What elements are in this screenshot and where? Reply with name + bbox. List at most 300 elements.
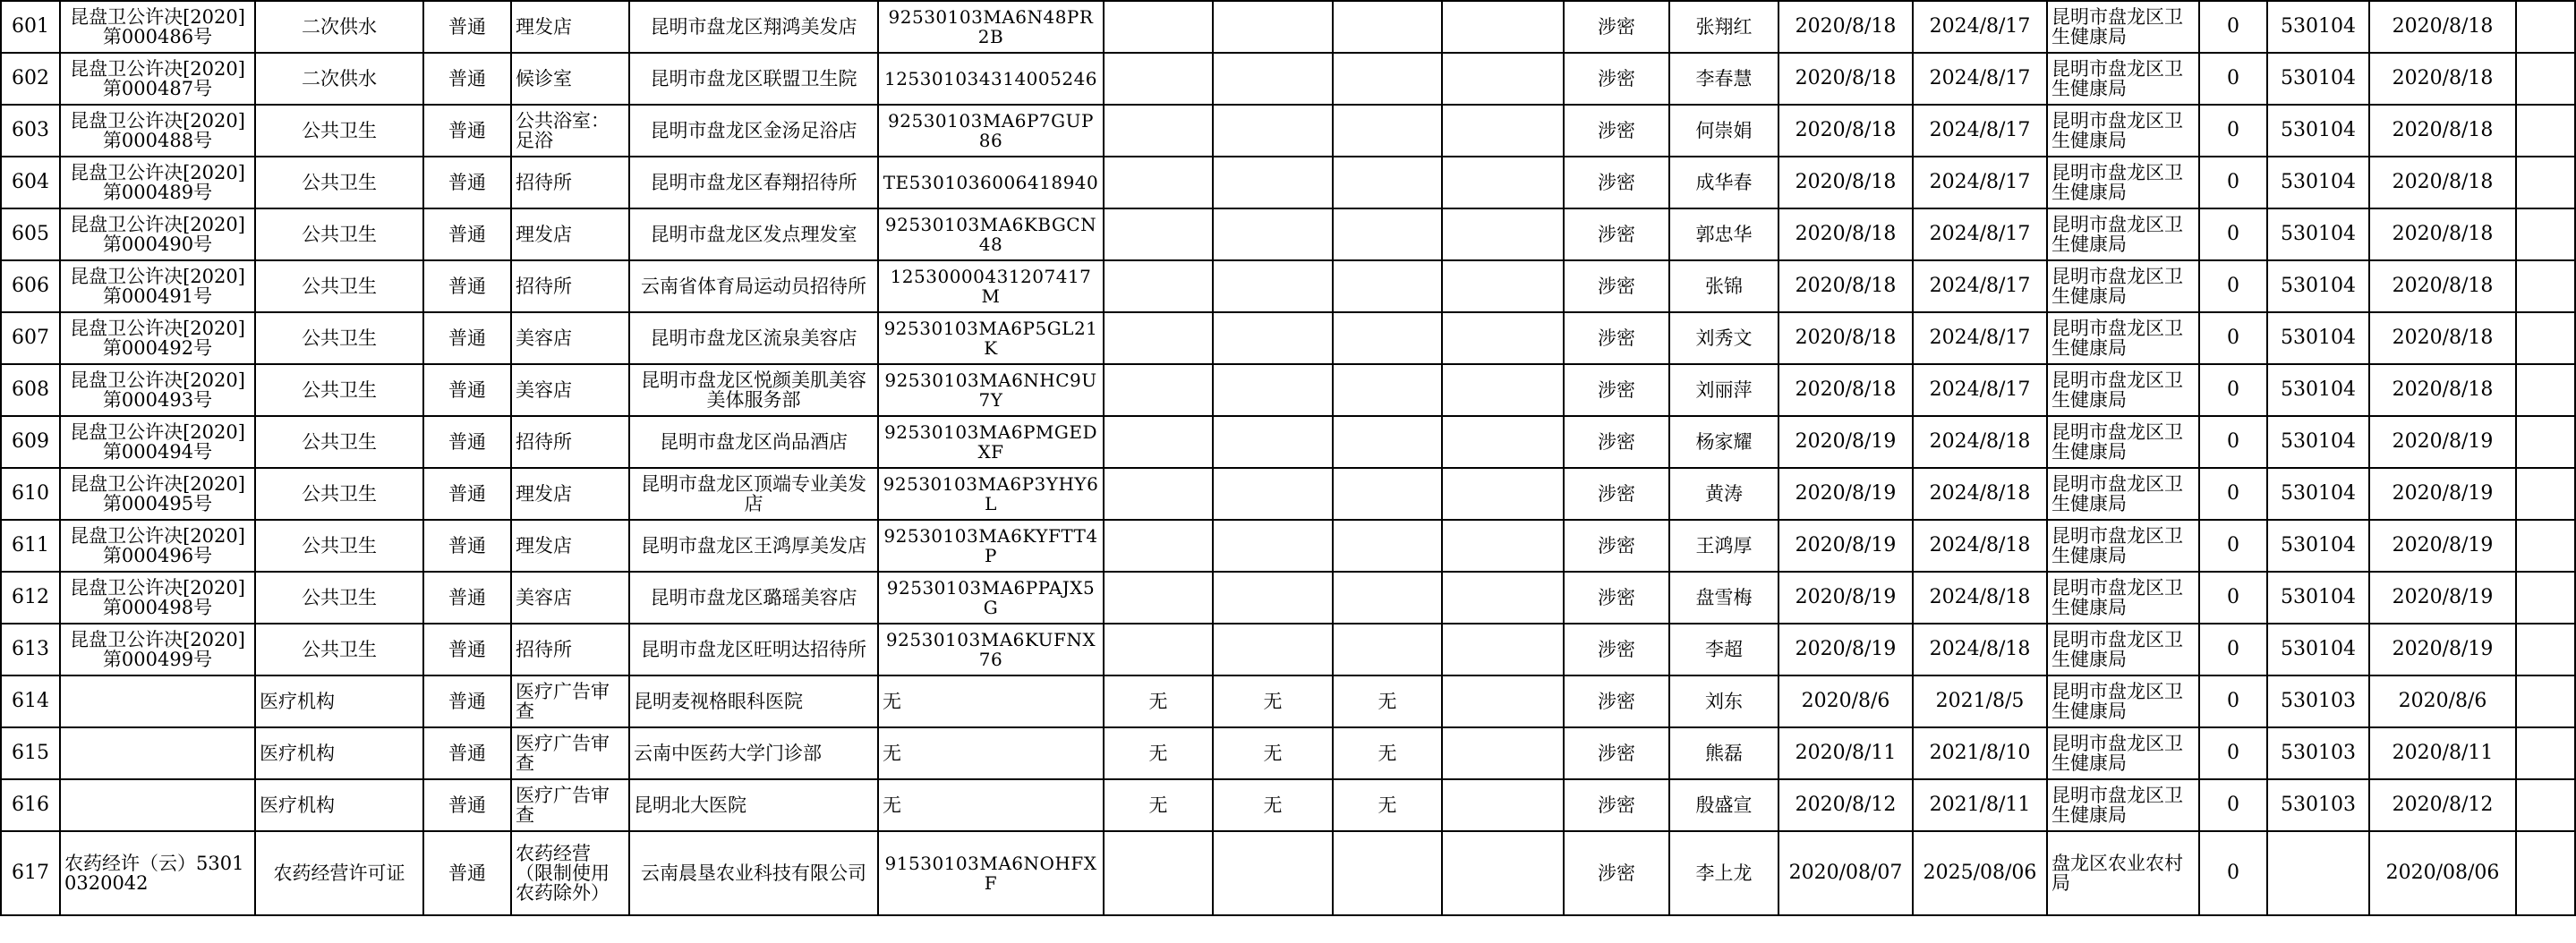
permit-number-cell xyxy=(60,779,255,831)
blank-cell-1 xyxy=(1104,416,1213,468)
area-code-cell: 530103 xyxy=(2267,675,2369,727)
area-code-cell: 530104 xyxy=(2267,1,2369,53)
area-code-cell: 530104 xyxy=(2267,364,2369,416)
credit-code-cell: 125301034314005246 xyxy=(878,53,1104,105)
decision-date-cell: 2020/8/19 xyxy=(2369,468,2516,520)
blank-cell-2 xyxy=(1213,312,1333,364)
legal-person-cell: 王鸿厚 xyxy=(1669,520,1778,572)
level-cell: 普通 xyxy=(423,208,511,260)
blank-cell-2 xyxy=(1213,260,1333,312)
blank-cell-4 xyxy=(1442,831,1564,915)
subcategory-cell: 农药经营（限制使用农药除外） xyxy=(511,831,629,915)
blank-cell-end xyxy=(2516,1,2575,53)
authority-cell: 昆明市盘龙区卫生健康局 xyxy=(2047,727,2199,779)
decision-date-cell: 2020/8/19 xyxy=(2369,572,2516,624)
blank-cell-4 xyxy=(1442,105,1564,157)
subcategory-cell: 招待所 xyxy=(511,157,629,208)
table-row xyxy=(1,1,2575,53)
blank-cell-1: 无 xyxy=(1104,727,1213,779)
blank-cell-3 xyxy=(1333,572,1442,624)
permit-number-cell xyxy=(60,727,255,779)
level-cell: 普通 xyxy=(423,831,511,915)
blank-cell-1 xyxy=(1104,105,1213,157)
blank-cell-4 xyxy=(1442,1,1564,53)
blank-cell-4 xyxy=(1442,520,1564,572)
blank-cell-2 xyxy=(1213,572,1333,624)
secret-status-cell: 涉密 xyxy=(1564,779,1669,831)
secret-status-cell: 涉密 xyxy=(1564,312,1669,364)
blank-cell-3 xyxy=(1333,468,1442,520)
blank-cell-2 xyxy=(1213,364,1333,416)
authority-cell: 昆明市盘龙区卫生健康局 xyxy=(2047,157,2199,208)
valid-to-cell: 2024/8/17 xyxy=(1913,312,2047,364)
level-cell: 普通 xyxy=(423,416,511,468)
subcategory-cell: 招待所 xyxy=(511,416,629,468)
decision-date-cell: 2020/8/11 xyxy=(2369,727,2516,779)
authority-cell: 昆明市盘龙区卫生健康局 xyxy=(2047,468,2199,520)
secret-status-cell: 涉密 xyxy=(1564,53,1669,105)
legal-person-cell: 成华春 xyxy=(1669,157,1778,208)
legal-person-cell: 郭忠华 xyxy=(1669,208,1778,260)
category-cell: 公共卫生 xyxy=(255,105,423,157)
table-row xyxy=(1,779,2575,831)
row-number-cell: 609 xyxy=(1,416,60,468)
legal-person-cell: 杨家耀 xyxy=(1669,416,1778,468)
row-number-cell: 603 xyxy=(1,105,60,157)
legal-person-cell: 何崇娟 xyxy=(1669,105,1778,157)
legal-person-cell: 盘雪梅 xyxy=(1669,572,1778,624)
table-row xyxy=(1,260,2575,312)
valid-from-cell: 2020/8/12 xyxy=(1778,779,1913,831)
blank-cell-3: 无 xyxy=(1333,675,1442,727)
category-cell: 二次供水 xyxy=(255,53,423,105)
blank-cell-3 xyxy=(1333,105,1442,157)
blank-cell-end xyxy=(2516,468,2575,520)
table-row xyxy=(1,208,2575,260)
status-code-cell: 0 xyxy=(2199,831,2267,915)
level-cell: 普通 xyxy=(423,468,511,520)
level-cell: 普通 xyxy=(423,364,511,416)
permit-number-cell: 农药经许（云）53010320042 xyxy=(60,831,255,915)
legal-person-cell: 李上龙 xyxy=(1669,831,1778,915)
secret-status-cell: 涉密 xyxy=(1564,416,1669,468)
blank-cell-2 xyxy=(1213,520,1333,572)
decision-date-cell: 2020/8/18 xyxy=(2369,1,2516,53)
permit-number-cell: 昆盘卫公许决[2020]第000498号 xyxy=(60,572,255,624)
permit-number-cell: 昆盘卫公许决[2020]第000496号 xyxy=(60,520,255,572)
business-name-cell: 昆明市盘龙区旺明达招待所 xyxy=(629,624,878,675)
valid-from-cell: 2020/8/6 xyxy=(1778,675,1913,727)
secret-status-cell: 涉密 xyxy=(1564,105,1669,157)
permit-number-cell: 昆盘卫公许决[2020]第000495号 xyxy=(60,468,255,520)
decision-date-cell: 2020/8/18 xyxy=(2369,312,2516,364)
category-cell: 公共卫生 xyxy=(255,572,423,624)
valid-to-cell: 2025/08/06 xyxy=(1913,831,2047,915)
valid-from-cell: 2020/8/19 xyxy=(1778,468,1913,520)
status-code-cell: 0 xyxy=(2199,105,2267,157)
credit-code-cell: 92530103MA6P3YHY6L xyxy=(878,468,1104,520)
blank-cell-4 xyxy=(1442,364,1564,416)
credit-code-cell: 92530103MA6KUFNX76 xyxy=(878,624,1104,675)
credit-code-cell: 92530103MA6KBGCN48 xyxy=(878,208,1104,260)
blank-cell-end xyxy=(2516,208,2575,260)
level-cell: 普通 xyxy=(423,105,511,157)
blank-cell-1 xyxy=(1104,157,1213,208)
blank-cell-1 xyxy=(1104,364,1213,416)
table-row xyxy=(1,831,2575,915)
legal-person-cell: 刘东 xyxy=(1669,675,1778,727)
permit-number-cell xyxy=(60,675,255,727)
blank-cell-1 xyxy=(1104,260,1213,312)
authority-cell: 昆明市盘龙区卫生健康局 xyxy=(2047,624,2199,675)
status-code-cell: 0 xyxy=(2199,624,2267,675)
blank-cell-end xyxy=(2516,572,2575,624)
authority-cell: 盘龙区农业农村局 xyxy=(2047,831,2199,915)
subcategory-cell: 招待所 xyxy=(511,260,629,312)
category-cell: 公共卫生 xyxy=(255,157,423,208)
blank-cell-end xyxy=(2516,157,2575,208)
row-number-cell: 606 xyxy=(1,260,60,312)
permit-number-cell: 昆盘卫公许决[2020]第000490号 xyxy=(60,208,255,260)
level-cell: 普通 xyxy=(423,727,511,779)
valid-from-cell: 2020/08/07 xyxy=(1778,831,1913,915)
category-cell: 医疗机构 xyxy=(255,727,423,779)
credit-code-cell: 92530103MA6PMGEDXF xyxy=(878,416,1104,468)
blank-cell-3 xyxy=(1333,312,1442,364)
area-code-cell: 530104 xyxy=(2267,572,2369,624)
secret-status-cell: 涉密 xyxy=(1564,208,1669,260)
category-cell: 农药经营许可证 xyxy=(255,831,423,915)
level-cell: 普通 xyxy=(423,779,511,831)
legal-person-cell: 刘丽萍 xyxy=(1669,364,1778,416)
blank-cell-4 xyxy=(1442,312,1564,364)
status-code-cell: 0 xyxy=(2199,468,2267,520)
category-cell: 公共卫生 xyxy=(255,520,423,572)
status-code-cell: 0 xyxy=(2199,779,2267,831)
blank-cell-2 xyxy=(1213,831,1333,915)
credit-code-cell: 92530103MA6P5GL21K xyxy=(878,312,1104,364)
permit-number-cell: 昆盘卫公许决[2020]第000493号 xyxy=(60,364,255,416)
authority-cell: 昆明市盘龙区卫生健康局 xyxy=(2047,779,2199,831)
blank-cell-3: 无 xyxy=(1333,727,1442,779)
permit-number-cell: 昆盘卫公许决[2020]第000492号 xyxy=(60,312,255,364)
area-code-cell: 530104 xyxy=(2267,53,2369,105)
legal-person-cell: 殷盛宣 xyxy=(1669,779,1778,831)
area-code-cell: 530104 xyxy=(2267,520,2369,572)
business-name-cell: 昆明市盘龙区发点理发室 xyxy=(629,208,878,260)
authority-cell: 昆明市盘龙区卫生健康局 xyxy=(2047,675,2199,727)
row-number-cell: 617 xyxy=(1,831,60,915)
blank-cell-end xyxy=(2516,675,2575,727)
row-number-cell: 608 xyxy=(1,364,60,416)
blank-cell-2 xyxy=(1213,468,1333,520)
category-cell: 医疗机构 xyxy=(255,779,423,831)
status-code-cell: 0 xyxy=(2199,727,2267,779)
table-body xyxy=(1,1,2575,915)
blank-cell-end xyxy=(2516,727,2575,779)
blank-cell-4 xyxy=(1442,624,1564,675)
area-code-cell xyxy=(2267,831,2369,915)
status-code-cell: 0 xyxy=(2199,675,2267,727)
decision-date-cell: 2020/8/18 xyxy=(2369,208,2516,260)
decision-date-cell: 2020/8/19 xyxy=(2369,416,2516,468)
legal-person-cell: 李超 xyxy=(1669,624,1778,675)
blank-cell-3 xyxy=(1333,53,1442,105)
decision-date-cell: 2020/8/12 xyxy=(2369,779,2516,831)
subcategory-cell: 美容店 xyxy=(511,364,629,416)
blank-cell-2 xyxy=(1213,105,1333,157)
table-row xyxy=(1,416,2575,468)
valid-from-cell: 2020/8/18 xyxy=(1778,260,1913,312)
status-code-cell: 0 xyxy=(2199,364,2267,416)
blank-cell-end xyxy=(2516,520,2575,572)
valid-from-cell: 2020/8/11 xyxy=(1778,727,1913,779)
blank-cell-1 xyxy=(1104,831,1213,915)
valid-from-cell: 2020/8/18 xyxy=(1778,208,1913,260)
legal-person-cell: 熊磊 xyxy=(1669,727,1778,779)
blank-cell-2 xyxy=(1213,157,1333,208)
row-number-cell: 614 xyxy=(1,675,60,727)
valid-to-cell: 2024/8/18 xyxy=(1913,520,2047,572)
level-cell: 普通 xyxy=(423,260,511,312)
business-name-cell: 昆明市盘龙区联盟卫生院 xyxy=(629,53,878,105)
valid-to-cell: 2024/8/17 xyxy=(1913,105,2047,157)
table-row xyxy=(1,364,2575,416)
permit-number-cell: 昆盘卫公许决[2020]第000486号 xyxy=(60,1,255,53)
decision-date-cell: 2020/8/19 xyxy=(2369,624,2516,675)
table-row xyxy=(1,157,2575,208)
blank-cell-end xyxy=(2516,312,2575,364)
row-number-cell: 601 xyxy=(1,1,60,53)
category-cell: 医疗机构 xyxy=(255,675,423,727)
blank-cell-3 xyxy=(1333,260,1442,312)
business-name-cell: 昆明市盘龙区悦颜美肌美容美体服务部 xyxy=(629,364,878,416)
authority-cell: 昆明市盘龙区卫生健康局 xyxy=(2047,53,2199,105)
blank-cell-3: 无 xyxy=(1333,779,1442,831)
blank-cell-3 xyxy=(1333,831,1442,915)
table-row xyxy=(1,468,2575,520)
level-cell: 普通 xyxy=(423,520,511,572)
blank-cell-4 xyxy=(1442,572,1564,624)
permit-number-cell: 昆盘卫公许决[2020]第000487号 xyxy=(60,53,255,105)
status-code-cell: 0 xyxy=(2199,53,2267,105)
valid-to-cell: 2021/8/11 xyxy=(1913,779,2047,831)
authority-cell: 昆明市盘龙区卫生健康局 xyxy=(2047,105,2199,157)
area-code-cell: 530104 xyxy=(2267,157,2369,208)
valid-from-cell: 2020/8/18 xyxy=(1778,364,1913,416)
row-number-cell: 607 xyxy=(1,312,60,364)
secret-status-cell: 涉密 xyxy=(1564,675,1669,727)
blank-cell-end xyxy=(2516,260,2575,312)
category-cell: 公共卫生 xyxy=(255,208,423,260)
permit-number-cell: 昆盘卫公许决[2020]第000491号 xyxy=(60,260,255,312)
table-row xyxy=(1,727,2575,779)
secret-status-cell: 涉密 xyxy=(1564,1,1669,53)
table-row xyxy=(1,312,2575,364)
row-number-cell: 613 xyxy=(1,624,60,675)
authority-cell: 昆明市盘龙区卫生健康局 xyxy=(2047,364,2199,416)
secret-status-cell: 涉密 xyxy=(1564,364,1669,416)
authority-cell: 昆明市盘龙区卫生健康局 xyxy=(2047,520,2199,572)
blank-cell-end xyxy=(2516,779,2575,831)
authority-cell: 昆明市盘龙区卫生健康局 xyxy=(2047,416,2199,468)
blank-cell-2 xyxy=(1213,208,1333,260)
status-code-cell: 0 xyxy=(2199,157,2267,208)
blank-cell-3 xyxy=(1333,416,1442,468)
blank-cell-4 xyxy=(1442,416,1564,468)
blank-cell-4 xyxy=(1442,779,1564,831)
row-number-cell: 602 xyxy=(1,53,60,105)
area-code-cell: 530104 xyxy=(2267,468,2369,520)
secret-status-cell: 涉密 xyxy=(1564,727,1669,779)
blank-cell-3 xyxy=(1333,208,1442,260)
decision-date-cell: 2020/8/6 xyxy=(2369,675,2516,727)
row-number-cell: 605 xyxy=(1,208,60,260)
valid-from-cell: 2020/8/18 xyxy=(1778,1,1913,53)
blank-cell-3 xyxy=(1333,520,1442,572)
subcategory-cell: 理发店 xyxy=(511,208,629,260)
valid-from-cell: 2020/8/19 xyxy=(1778,520,1913,572)
blank-cell-end xyxy=(2516,831,2575,915)
row-number-cell: 612 xyxy=(1,572,60,624)
decision-date-cell: 2020/8/19 xyxy=(2369,520,2516,572)
blank-cell-2: 无 xyxy=(1213,727,1333,779)
authority-cell: 昆明市盘龙区卫生健康局 xyxy=(2047,208,2199,260)
secret-status-cell: 涉密 xyxy=(1564,520,1669,572)
valid-to-cell: 2024/8/17 xyxy=(1913,157,2047,208)
credit-code-cell: 92530103MA6NHC9U7Y xyxy=(878,364,1104,416)
blank-cell-1 xyxy=(1104,572,1213,624)
level-cell: 普通 xyxy=(423,53,511,105)
level-cell: 普通 xyxy=(423,624,511,675)
permit-number-cell: 昆盘卫公许决[2020]第000489号 xyxy=(60,157,255,208)
subcategory-cell: 医疗广告审查 xyxy=(511,675,629,727)
area-code-cell: 530103 xyxy=(2267,779,2369,831)
area-code-cell: 530103 xyxy=(2267,727,2369,779)
decision-date-cell: 2020/8/18 xyxy=(2369,260,2516,312)
credit-code-cell: 无 xyxy=(878,727,1104,779)
valid-from-cell: 2020/8/18 xyxy=(1778,105,1913,157)
table-row xyxy=(1,53,2575,105)
blank-cell-1: 无 xyxy=(1104,779,1213,831)
area-code-cell: 530104 xyxy=(2267,105,2369,157)
valid-to-cell: 2024/8/17 xyxy=(1913,260,2047,312)
blank-cell-1 xyxy=(1104,53,1213,105)
secret-status-cell: 涉密 xyxy=(1564,624,1669,675)
business-name-cell: 云南省体育局运动员招待所 xyxy=(629,260,878,312)
legal-person-cell: 李春慧 xyxy=(1669,53,1778,105)
table-row xyxy=(1,572,2575,624)
business-name-cell: 昆明市盘龙区翔鸿美发店 xyxy=(629,1,878,53)
level-cell: 普通 xyxy=(423,312,511,364)
area-code-cell: 530104 xyxy=(2267,416,2369,468)
table-row xyxy=(1,675,2575,727)
blank-cell-end xyxy=(2516,364,2575,416)
status-code-cell: 0 xyxy=(2199,572,2267,624)
credit-code-cell: 无 xyxy=(878,675,1104,727)
decision-date-cell: 2020/8/18 xyxy=(2369,105,2516,157)
credit-code-cell: 92530103MA6PPAJX5G xyxy=(878,572,1104,624)
business-name-cell: 昆明市盘龙区春翔招待所 xyxy=(629,157,878,208)
credit-code-cell: 92530103MA6P7GUP86 xyxy=(878,105,1104,157)
status-code-cell: 0 xyxy=(2199,312,2267,364)
row-number-cell: 611 xyxy=(1,520,60,572)
decision-date-cell: 2020/8/18 xyxy=(2369,364,2516,416)
area-code-cell: 530104 xyxy=(2267,624,2369,675)
row-number-cell: 616 xyxy=(1,779,60,831)
business-name-cell: 昆明北大医院 xyxy=(629,779,878,831)
level-cell: 普通 xyxy=(423,157,511,208)
row-number-cell: 610 xyxy=(1,468,60,520)
authority-cell: 昆明市盘龙区卫生健康局 xyxy=(2047,572,2199,624)
valid-to-cell: 2024/8/18 xyxy=(1913,624,2047,675)
blank-cell-3 xyxy=(1333,624,1442,675)
secret-status-cell: 涉密 xyxy=(1564,831,1669,915)
business-name-cell: 昆明市盘龙区顶端专业美发店 xyxy=(629,468,878,520)
business-name-cell: 昆明市盘龙区尚品酒店 xyxy=(629,416,878,468)
blank-cell-1: 无 xyxy=(1104,675,1213,727)
area-code-cell: 530104 xyxy=(2267,260,2369,312)
category-cell: 公共卫生 xyxy=(255,624,423,675)
blank-cell-1 xyxy=(1104,520,1213,572)
secret-status-cell: 涉密 xyxy=(1564,468,1669,520)
business-name-cell: 云南中医药大学门诊部 xyxy=(629,727,878,779)
blank-cell-4 xyxy=(1442,157,1564,208)
blank-cell-2 xyxy=(1213,1,1333,53)
valid-to-cell: 2024/8/17 xyxy=(1913,1,2047,53)
valid-from-cell: 2020/8/19 xyxy=(1778,572,1913,624)
blank-cell-3 xyxy=(1333,157,1442,208)
level-cell: 普通 xyxy=(423,675,511,727)
blank-cell-2: 无 xyxy=(1213,779,1333,831)
credit-code-cell: 91530103MA6NOHFXF xyxy=(878,831,1104,915)
blank-cell-2: 无 xyxy=(1213,675,1333,727)
business-name-cell: 昆明市盘龙区王鸿厚美发店 xyxy=(629,520,878,572)
valid-from-cell: 2020/8/18 xyxy=(1778,53,1913,105)
credit-code-cell: 无 xyxy=(878,779,1104,831)
authority-cell: 昆明市盘龙区卫生健康局 xyxy=(2047,260,2199,312)
secret-status-cell: 涉密 xyxy=(1564,572,1669,624)
subcategory-cell: 理发店 xyxy=(511,1,629,53)
category-cell: 公共卫生 xyxy=(255,416,423,468)
business-name-cell: 昆明市盘龙区流泉美容店 xyxy=(629,312,878,364)
valid-to-cell: 2021/8/5 xyxy=(1913,675,2047,727)
blank-cell-4 xyxy=(1442,53,1564,105)
category-cell: 二次供水 xyxy=(255,1,423,53)
decision-date-cell: 2020/8/18 xyxy=(2369,157,2516,208)
status-code-cell: 0 xyxy=(2199,416,2267,468)
category-cell: 公共卫生 xyxy=(255,468,423,520)
status-code-cell: 0 xyxy=(2199,1,2267,53)
subcategory-cell: 理发店 xyxy=(511,520,629,572)
valid-from-cell: 2020/8/19 xyxy=(1778,416,1913,468)
blank-cell-2 xyxy=(1213,416,1333,468)
blank-cell-end xyxy=(2516,53,2575,105)
status-code-cell: 0 xyxy=(2199,520,2267,572)
subcategory-cell: 美容店 xyxy=(511,572,629,624)
level-cell: 普通 xyxy=(423,1,511,53)
table-row xyxy=(1,105,2575,157)
business-name-cell: 昆明市盘龙区金汤足浴店 xyxy=(629,105,878,157)
valid-to-cell: 2024/8/17 xyxy=(1913,364,2047,416)
blank-cell-end xyxy=(2516,105,2575,157)
legal-person-cell: 黄涛 xyxy=(1669,468,1778,520)
blank-cell-2 xyxy=(1213,624,1333,675)
valid-to-cell: 2024/8/17 xyxy=(1913,53,2047,105)
permit-number-cell: 昆盘卫公许决[2020]第000494号 xyxy=(60,416,255,468)
blank-cell-4 xyxy=(1442,727,1564,779)
permit-number-cell: 昆盘卫公许决[2020]第000499号 xyxy=(60,624,255,675)
